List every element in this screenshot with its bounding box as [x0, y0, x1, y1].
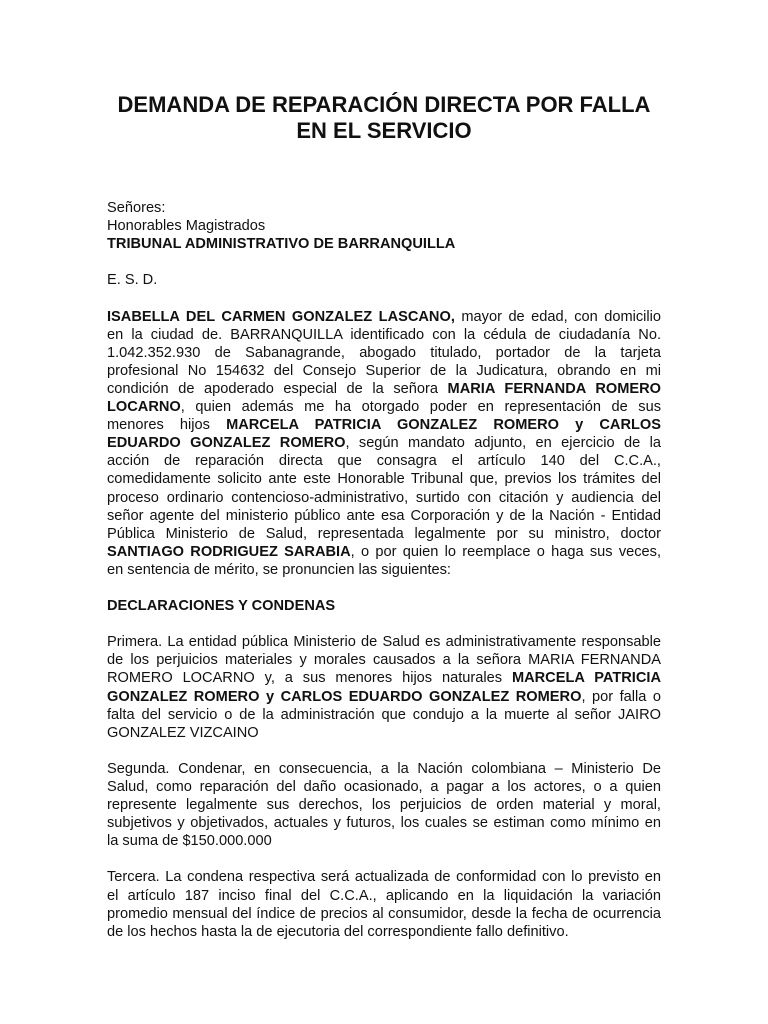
paragraph-line: la suma de $150.000.000 [107, 833, 272, 850]
tercera-paragraph [107, 868, 661, 940]
paragraph-line: represente legalmente sus derechos, los perjuicios de orden material y moral, [107, 797, 661, 814]
intro-paragraph [107, 308, 661, 579]
paragraph-line: LOCARNO, quien además me ha otorgado poder en representación de sus [107, 399, 661, 416]
paragraph-line: proceso ordinario contencioso-administrativo, surtido con citación y audiencia del [107, 489, 661, 506]
paragraph-line: Segunda. Condenar, en consecuencia, a la Nación colombiana – Ministerio De [107, 760, 661, 777]
paragraph-line: acción de reparación directa que consagra el artículo 140 del C.C.A., [107, 453, 661, 470]
title-line-2: EN EL SERVICIO [296, 118, 472, 143]
document-title [80, 92, 688, 144]
paragraph-line: Pública Ministerio de Salud, representada legalmente por su ministro, doctor [107, 525, 661, 542]
paragraph-line: promedio mensual del índice de precios al consumidor, desde la fecha de ocurrencia [107, 905, 661, 922]
segunda-paragraph [107, 760, 661, 850]
client-name: MARIA FERNANDA ROMERO [447, 380, 661, 397]
section-heading: DECLARACIONES Y CONDENAS [107, 598, 336, 615]
paragraph-line: GONZALEZ ROMERO y CARLOS EDUARDO GONZALEZ ROMERO, por falla o [107, 688, 661, 705]
address-block [107, 199, 661, 289]
primera-paragraph [107, 633, 661, 742]
paragraph-line: el artículo 187 inciso final del C.C.A., aplicando en la liquidación la variación [107, 887, 661, 904]
paragraph-line: menores hijos MARCELA PATRICIA GONZALEZ ROMERO y CARLOS [107, 417, 661, 434]
paragraph-line: profesional No 154632 del Consejo Superior de la Judicatura, obrando en mi [107, 362, 661, 379]
paragraph-line: GONZALEZ VIZCAINO [107, 724, 259, 741]
paragraph-line: de los perjuicios materiales y morales causados a la señora MARIA FERNANDA [107, 652, 661, 669]
court-name: TRIBUNAL ADMINISTRATIVO DE BARRANQUILLA [107, 236, 456, 253]
paragraph-line: comedidamente solicito ante este Honorable Tribunal que, previos los trámites del [107, 471, 661, 488]
paragraph-line: en sentencia de mérito, se pronuncien las siguientes: [107, 561, 451, 578]
paragraph-line: subjetivos y objetivados, actuales y futuros, los cuales se estiman como mínimo en [107, 815, 661, 832]
paragraph-line: ISABELLA DEL CARMEN GONZALEZ LASCANO, mayor de edad, con domicilio [107, 308, 661, 325]
paragraph-line: Tercera. La condena respectiva será actualizada de conformidad con lo previsto en [107, 869, 661, 886]
paragraph-line: SANTIAGO RODRIGUEZ SARABIA, o por quien lo reemplace o haga sus veces, [107, 543, 661, 560]
paragraph-line: Salud, como reparación del daño ocasionado, a pagar a los actores, o a quien [107, 779, 661, 795]
recipient: Honorables Magistrados [107, 218, 266, 235]
title-line-1: DEMANDA DE REPARACIÓN DIRECTA POR FALLA [117, 92, 651, 117]
paragraph-line: 1.042.352.930 de Sabanagrande, abogado titulado, portador de la tarjeta [107, 344, 661, 361]
salutation: Señores: [107, 200, 166, 216]
paragraph-line: Primera. La entidad pública Ministerio de Salud es administrativamente responsable [107, 634, 661, 651]
esd-line: E. S. D. [107, 272, 158, 289]
paragraph-line: de los hechos hasta la de ejecutoria del correspondiente fallo definitivo. [107, 923, 569, 940]
paragraph-line: ROMERO LOCARNO y, a sus menores hijos naturales MARCELA PATRICIA [107, 670, 661, 687]
paragraph-line: señor agente del ministerio público ante esa Corporación y de la Nación - Entidad [107, 507, 661, 524]
paragraph-line: EDUARDO GONZALEZ ROMERO, según mandato adjunto, en ejercicio de la [107, 435, 661, 452]
paragraph-line: en la ciudad de. BARRANQUILLA identificado con la cédula de ciudadanía No. [107, 326, 661, 343]
paragraph-line: falta del servicio o de la administración que condujo a la muerte al señor JAIRO [107, 706, 661, 723]
paragraph-line: condición de apoderado especial de la señora MARIA FERNANDA ROMERO [107, 380, 661, 397]
attorney-name: ISABELLA DEL CARMEN GONZALEZ LASCANO, [107, 308, 455, 325]
minister-name: SANTIAGO RODRIGUEZ SARABIA [107, 543, 351, 560]
document-body [107, 199, 661, 941]
children-names: MARCELA PATRICIA GONZALEZ ROMERO y CARLOS [226, 417, 661, 434]
